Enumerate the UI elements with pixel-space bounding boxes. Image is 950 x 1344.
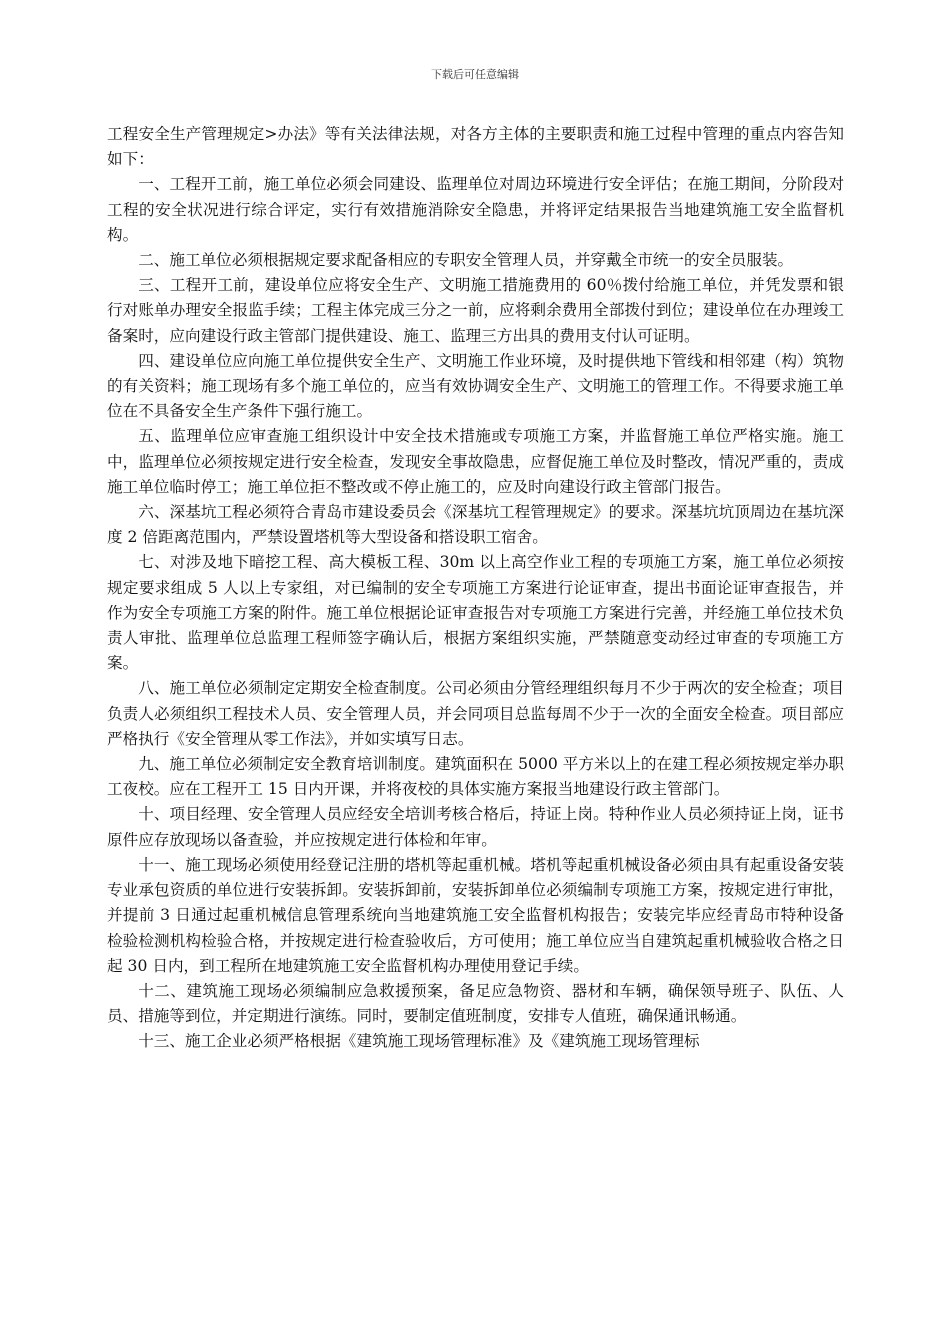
- paragraph-item-6: 六、深基坑工程必须符合青岛市建设委员会《深基坑工程管理规定》的要求。深基坑坑顶周边在基坑深度 2 倍距离范围内，严禁设置塔机等大型设备和搭设职工宿舍。: [107, 503, 844, 547]
- paragraph-item-11: 十一、施工现场必须使用经登记注册的塔机等起重机械。塔机等起重机械设备必须由具有起重设备安装专业承包资质的单位进行安装拆卸。安装拆卸前，安装拆卸单位必须编制专项施工方案，按规定进行审批，并提前 3 日通过起重机械信息管理系统向当地建筑施工安全监督机构报告；安装完毕应经青岛市特种设备检验检测机构检验合格，并按规定进行检查验收后，方可使用；施工单位应当自建筑起重机械验收合格之日起 30 日内，到工程所在地建筑施工安全监督机构办理使用登记手续。: [107, 855, 844, 975]
- paragraph-item-10: 十、项目经理、安全管理人员应经安全培训考核合格后，持证上岗。特种作业人员必须持证上岗，证书原件应存放现场以备查验，并应按规定进行体检和年审。: [107, 805, 844, 849]
- paragraph-item-9: 九、施工单位必须制定安全教育培训制度。建筑面积在 5000 平方米以上的在建工程必须按规定举办职工夜校。应在工程开工 15 日内开课，并将夜校的具体实施方案报当地建设行政主管部门。: [107, 755, 844, 799]
- page-header: 下载后可任意编辑: [431, 68, 519, 81]
- paragraph-item-8: 八、施工单位必须制定定期安全检查制度。公司必须由分管经理组织每月不少于两次的安全检查；项目负责人必须组织工程技术人员、安全管理人员，并会同项目总监每周不少于一次的全面安全检查。项目部应严格执行《安全管理从零工作法》，并如实填写日志。: [107, 679, 844, 748]
- paragraph-item-13: 十三、施工企业必须严格根据《建筑施工现场管理标准》及《建筑施工现场管理标: [138, 1032, 700, 1051]
- paragraph-item-2: 二、施工单位必须根据规定要求配备相应的专职安全管理人员，并穿戴全市统一的安全员服装。: [138, 251, 794, 270]
- paragraph-item-12: 十二、建筑施工现场必须编制应急救援预案，备足应急物资、器材和车辆，确保领导班子、队伍、人员、措施等到位，并定期进行演练。同时，要制定值班制度，安排专人值班，确保通讯畅通。: [107, 981, 844, 1026]
- paragraph-item-7: 七、对涉及地下暗挖工程、高大模板工程、30m 以上高空作业工程的专项施工方案，施工单位必须按规定要求组成 5 人以上专家组，对已编制的安全专项施工方案进行论证审查，提出书面论证审查报告，并作为安全专项施工方案的附件。施工单位根据论证审查报告对专项施工方案进行完善，并经施工单位技术负责人审批、监理单位总监理工程师签字确认后，根据方案组织实施，严禁随意变动经过审查的专项施工方案。: [107, 553, 844, 673]
- paragraph-intro: 工程安全生产管理规定>办法》等有关法律法规，对各方主体的主要职责和施工过程中管理的重点内容告知如下：: [107, 125, 844, 169]
- paragraph-item-5: 五、监理单位应审查施工组织设计中安全技术措施或专项施工方案，并监督施工单位严格实施。施工中，监理单位必须按规定进行安全检查，发现安全事故隐患，应督促施工单位及时整改，情况严重的，责成施工单位临时停工；施工单位拒不整改或不停止施工的，应及时向建设行政主管部门报告。: [107, 427, 844, 496]
- document-body: [107, 122, 844, 1055]
- paragraph-item-1: 一、工程开工前，施工单位必须会同建设、监理单位对周边环境进行安全评估；在施工期间，分阶段对工程的安全状况进行综合评定，实行有效措施消除安全隐患，并将评定结果报告当地建筑施工安全监督机构。: [107, 175, 844, 244]
- paragraph-item-3: 三、工程开工前，建设单位应将安全生产、文明施工措施费用的 60％拨付给施工单位，并凭发票和银行对账单办理安全报监手续；工程主体完成三分之一前，应将剩余费用全部拨付到位；建设单位在办理竣工备案时，应向建设行政主管部门提供建设、施工、监理三方出具的费用支付认可证明。: [107, 276, 844, 345]
- paragraph-item-4: 四、建设单位应向施工单位提供安全生产、文明施工作业环境，及时提供地下管线和相邻建（构）筑物的有关资料；施工现场有多个施工单位的，应当有效协调安全生产、文明施工的管理工作。不得要求施工单位在不具备安全生产条件下强行施工。: [107, 351, 844, 421]
